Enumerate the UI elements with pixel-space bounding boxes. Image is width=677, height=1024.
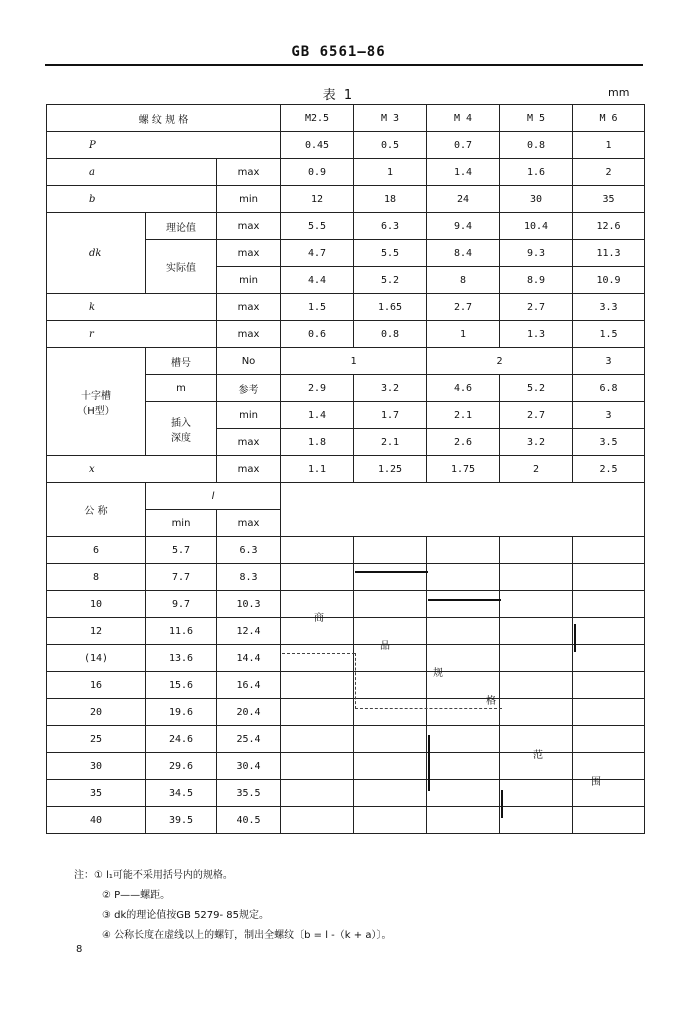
range-char: 品 — [380, 641, 390, 652]
size-header: M 6 — [573, 105, 645, 132]
row-x — [47, 456, 645, 483]
cell: 3 — [573, 348, 645, 375]
grid-cell — [281, 645, 354, 672]
cell: 3.3 — [573, 294, 645, 321]
length-cell: 11.6 — [146, 618, 217, 645]
grid-cell — [281, 780, 354, 807]
range-boundary — [428, 735, 430, 791]
cell: 1.5 — [281, 294, 354, 321]
l-label: l — [146, 483, 281, 510]
cell: 2.7 — [427, 294, 500, 321]
grid-cell — [500, 645, 573, 672]
length-cell: 12.4 — [217, 618, 281, 645]
ref-label: 参考 — [217, 375, 281, 402]
cell: 5.2 — [500, 375, 573, 402]
cell: 3.2 — [500, 429, 573, 456]
limit: max — [217, 321, 281, 348]
grid-cell — [281, 699, 354, 726]
cell: 4.6 — [427, 375, 500, 402]
grid-cell — [281, 672, 354, 699]
range-char: 范 — [533, 750, 543, 761]
range-char: 规 — [433, 668, 443, 679]
cell: 3 — [573, 402, 645, 429]
symbol: P — [47, 132, 281, 159]
row-slot-no — [47, 348, 645, 375]
row-r — [47, 321, 645, 348]
cell: 0.8 — [354, 321, 427, 348]
cell: 5.5 — [354, 240, 427, 267]
cell: 5.5 — [281, 213, 354, 240]
cell: 11.3 — [573, 240, 645, 267]
dashed-boundary — [282, 653, 355, 654]
cell: 1 — [354, 159, 427, 186]
cell: 1.75 — [427, 456, 500, 483]
length-cell: 9.7 — [146, 591, 217, 618]
grid-cell — [427, 753, 500, 780]
length-cell: 35 — [47, 780, 146, 807]
length-cell: 5.7 — [146, 537, 217, 564]
cell: 6.3 — [354, 213, 427, 240]
grid-cell — [427, 618, 500, 645]
grid-cell — [354, 645, 427, 672]
dimensions-table — [46, 104, 645, 834]
cell: 6.8 — [573, 375, 645, 402]
actual-label: 实际值 — [146, 240, 217, 294]
length-cell: 40.5 — [217, 807, 281, 834]
length-cell: 15.6 — [146, 672, 217, 699]
row-dk-theory — [47, 213, 645, 240]
grid-cell — [573, 780, 645, 807]
insert-depth-label — [146, 402, 217, 456]
length-row — [47, 537, 645, 564]
length-cell: 30 — [47, 753, 146, 780]
length-cell: 10.3 — [217, 591, 281, 618]
grid-cell — [573, 807, 645, 834]
length-cell: 10 — [47, 591, 146, 618]
limit: max — [217, 240, 281, 267]
cell: 12 — [281, 186, 354, 213]
row-k — [47, 294, 645, 321]
cell: 3.2 — [354, 375, 427, 402]
cell: 0.45 — [281, 132, 354, 159]
limit: max — [217, 213, 281, 240]
cell: 5.2 — [354, 267, 427, 294]
cell: 2.7 — [500, 402, 573, 429]
grid-cell — [427, 807, 500, 834]
grid-cell — [354, 699, 427, 726]
grid-cell — [354, 537, 427, 564]
limit: min — [217, 186, 281, 213]
slot-no-label: 槽号 — [146, 348, 217, 375]
cell: 8.9 — [500, 267, 573, 294]
grid-cell — [354, 618, 427, 645]
length-cell: 8 — [47, 564, 146, 591]
length-row — [47, 564, 645, 591]
grid-cell — [281, 564, 354, 591]
cell: 1.5 — [573, 321, 645, 348]
blank-area — [281, 483, 645, 537]
range-char: 商 — [314, 613, 324, 624]
cell: 2 — [500, 456, 573, 483]
grid-cell — [500, 618, 573, 645]
length-cell: 14.4 — [217, 645, 281, 672]
cell: 9.4 — [427, 213, 500, 240]
cell: 2.1 — [354, 429, 427, 456]
grid-cell — [500, 564, 573, 591]
cell: 1.4 — [281, 402, 354, 429]
grid-cell — [573, 699, 645, 726]
length-cell: 29.6 — [146, 753, 217, 780]
cell: 2.6 — [427, 429, 500, 456]
grid-cell — [573, 753, 645, 780]
length-cell: 16.4 — [217, 672, 281, 699]
note-1: 注：① l₁可能不采用括号内的规格。 — [74, 870, 233, 881]
length-cell: 30.4 — [217, 753, 281, 780]
grid-cell — [427, 537, 500, 564]
length-row — [47, 780, 645, 807]
length-cell: 19.6 — [146, 699, 217, 726]
grid-cell — [500, 672, 573, 699]
cell: 0.8 — [500, 132, 573, 159]
length-cell: 16 — [47, 672, 146, 699]
cell: 4.7 — [281, 240, 354, 267]
cell: 9.3 — [500, 240, 573, 267]
note-3: ③ dk的理论值按GB 5279- 85规定。 — [102, 910, 270, 921]
range-boundary — [428, 599, 501, 601]
symbol: k — [47, 294, 217, 321]
cell: 1 — [427, 321, 500, 348]
row-p — [47, 132, 645, 159]
symbol: x — [47, 456, 217, 483]
range-char: 格 — [486, 696, 496, 707]
length-row — [47, 699, 645, 726]
grid-cell — [427, 591, 500, 618]
length-row — [47, 807, 645, 834]
cell: 10.9 — [573, 267, 645, 294]
length-cell: 24.6 — [146, 726, 217, 753]
length-row — [47, 753, 645, 780]
grid-cell — [281, 753, 354, 780]
grid-cell — [573, 591, 645, 618]
note-4: ④ 公称长度在虚线以上的螺钉，制出全螺纹〔b = l -（k + a）〕。 — [102, 930, 392, 941]
size-header: M 3 — [354, 105, 427, 132]
cell: 1.25 — [354, 456, 427, 483]
length-cell: 7.7 — [146, 564, 217, 591]
cell: 2 — [573, 159, 645, 186]
no-label: No — [217, 348, 281, 375]
length-row — [47, 726, 645, 753]
dashed-boundary — [355, 708, 502, 709]
grid-cell — [500, 780, 573, 807]
cross-label-1: 十字槽 — [81, 390, 111, 402]
grid-cell — [500, 537, 573, 564]
cell: 2 — [427, 348, 573, 375]
grid-cell — [500, 591, 573, 618]
m-label: m — [146, 375, 217, 402]
grid-cell — [354, 726, 427, 753]
cross-label-2: （H型） — [77, 405, 115, 417]
theory-label: 理论值 — [146, 213, 217, 240]
grid-cell — [500, 699, 573, 726]
spec-header: 螺 纹 规 格 — [47, 105, 281, 132]
length-cell: (14) — [47, 645, 146, 672]
cross-recess-label — [47, 348, 146, 456]
grid-cell — [281, 726, 354, 753]
grid-cell — [354, 807, 427, 834]
cell: 3.5 — [573, 429, 645, 456]
cell: 18 — [354, 186, 427, 213]
grid-cell — [354, 780, 427, 807]
grid-cell — [573, 672, 645, 699]
grid-cell — [354, 672, 427, 699]
symbol: a — [47, 159, 217, 186]
cell: 0.7 — [427, 132, 500, 159]
cell: 1.1 — [281, 456, 354, 483]
symbol: b — [47, 186, 217, 213]
cell: 24 — [427, 186, 500, 213]
header-rule — [45, 64, 643, 66]
grid-cell — [573, 537, 645, 564]
row-b — [47, 186, 645, 213]
cell: 35 — [573, 186, 645, 213]
cell: 8 — [427, 267, 500, 294]
cell: 2.1 — [427, 402, 500, 429]
limit: max — [217, 510, 281, 537]
grid-cell — [500, 807, 573, 834]
insert-label-1: 插入 — [171, 417, 191, 429]
limit: min — [217, 267, 281, 294]
length-cell: 13.6 — [146, 645, 217, 672]
length-row — [47, 645, 645, 672]
cell: 1.65 — [354, 294, 427, 321]
cell: 1.3 — [500, 321, 573, 348]
length-row — [47, 618, 645, 645]
length-cell: 40 — [47, 807, 146, 834]
range-boundary — [574, 624, 576, 652]
range-boundary — [355, 571, 428, 573]
grid-cell — [573, 645, 645, 672]
page-number: 8 — [76, 944, 83, 955]
grid-cell — [281, 807, 354, 834]
length-cell: 12 — [47, 618, 146, 645]
grid-cell — [573, 618, 645, 645]
grid-cell — [427, 780, 500, 807]
cell: 2.7 — [500, 294, 573, 321]
cell: 1.6 — [500, 159, 573, 186]
length-cell: 39.5 — [146, 807, 217, 834]
grid-cell — [427, 564, 500, 591]
table-title: 表 1 — [322, 88, 355, 103]
standard-number: GB 6561—86 — [291, 44, 386, 60]
row-l-header — [47, 483, 645, 510]
length-cell: 35.5 — [217, 780, 281, 807]
unit-label: mm — [608, 86, 630, 99]
range-char: 围 — [591, 777, 601, 788]
note-2: ② P——螺距。 — [102, 890, 171, 901]
cell: 10.4 — [500, 213, 573, 240]
cell: 0.6 — [281, 321, 354, 348]
size-header: M 5 — [500, 105, 573, 132]
length-cell: 25.4 — [217, 726, 281, 753]
limit: min — [217, 402, 281, 429]
grid-cell — [573, 564, 645, 591]
cell: 1 — [281, 348, 427, 375]
length-row — [47, 591, 645, 618]
length-cell: 6.3 — [217, 537, 281, 564]
grid-cell — [427, 726, 500, 753]
length-cell: 25 — [47, 726, 146, 753]
cell: 0.9 — [281, 159, 354, 186]
cell: 12.6 — [573, 213, 645, 240]
length-row — [47, 672, 645, 699]
cell: 1.7 — [354, 402, 427, 429]
limit: max — [217, 294, 281, 321]
size-header: M2.5 — [281, 105, 354, 132]
cell: 1 — [573, 132, 645, 159]
symbol: dk — [47, 213, 146, 294]
length-cell: 20 — [47, 699, 146, 726]
length-cell: 6 — [47, 537, 146, 564]
insert-label-2: 深度 — [171, 432, 191, 444]
cell: 4.4 — [281, 267, 354, 294]
cell: 30 — [500, 186, 573, 213]
size-header: M 4 — [427, 105, 500, 132]
cell: 1.4 — [427, 159, 500, 186]
cell: 1.8 — [281, 429, 354, 456]
grid-cell — [354, 564, 427, 591]
cell: 0.5 — [354, 132, 427, 159]
limit: max — [217, 159, 281, 186]
symbol: r — [47, 321, 217, 348]
row-a — [47, 159, 645, 186]
length-cell: 8.3 — [217, 564, 281, 591]
dashed-boundary — [355, 653, 356, 709]
limit: min — [146, 510, 217, 537]
grid-cell — [573, 726, 645, 753]
nominal-label: 公 称 — [47, 483, 146, 537]
grid-cell — [354, 591, 427, 618]
cell: 8.4 — [427, 240, 500, 267]
cell: 2.9 — [281, 375, 354, 402]
length-cell: 20.4 — [217, 699, 281, 726]
range-boundary — [501, 790, 503, 818]
limit: max — [217, 456, 281, 483]
cell: 2.5 — [573, 456, 645, 483]
grid-cell — [354, 753, 427, 780]
length-cell: 34.5 — [146, 780, 217, 807]
grid-cell — [281, 537, 354, 564]
header-row — [47, 105, 645, 132]
limit: max — [217, 429, 281, 456]
